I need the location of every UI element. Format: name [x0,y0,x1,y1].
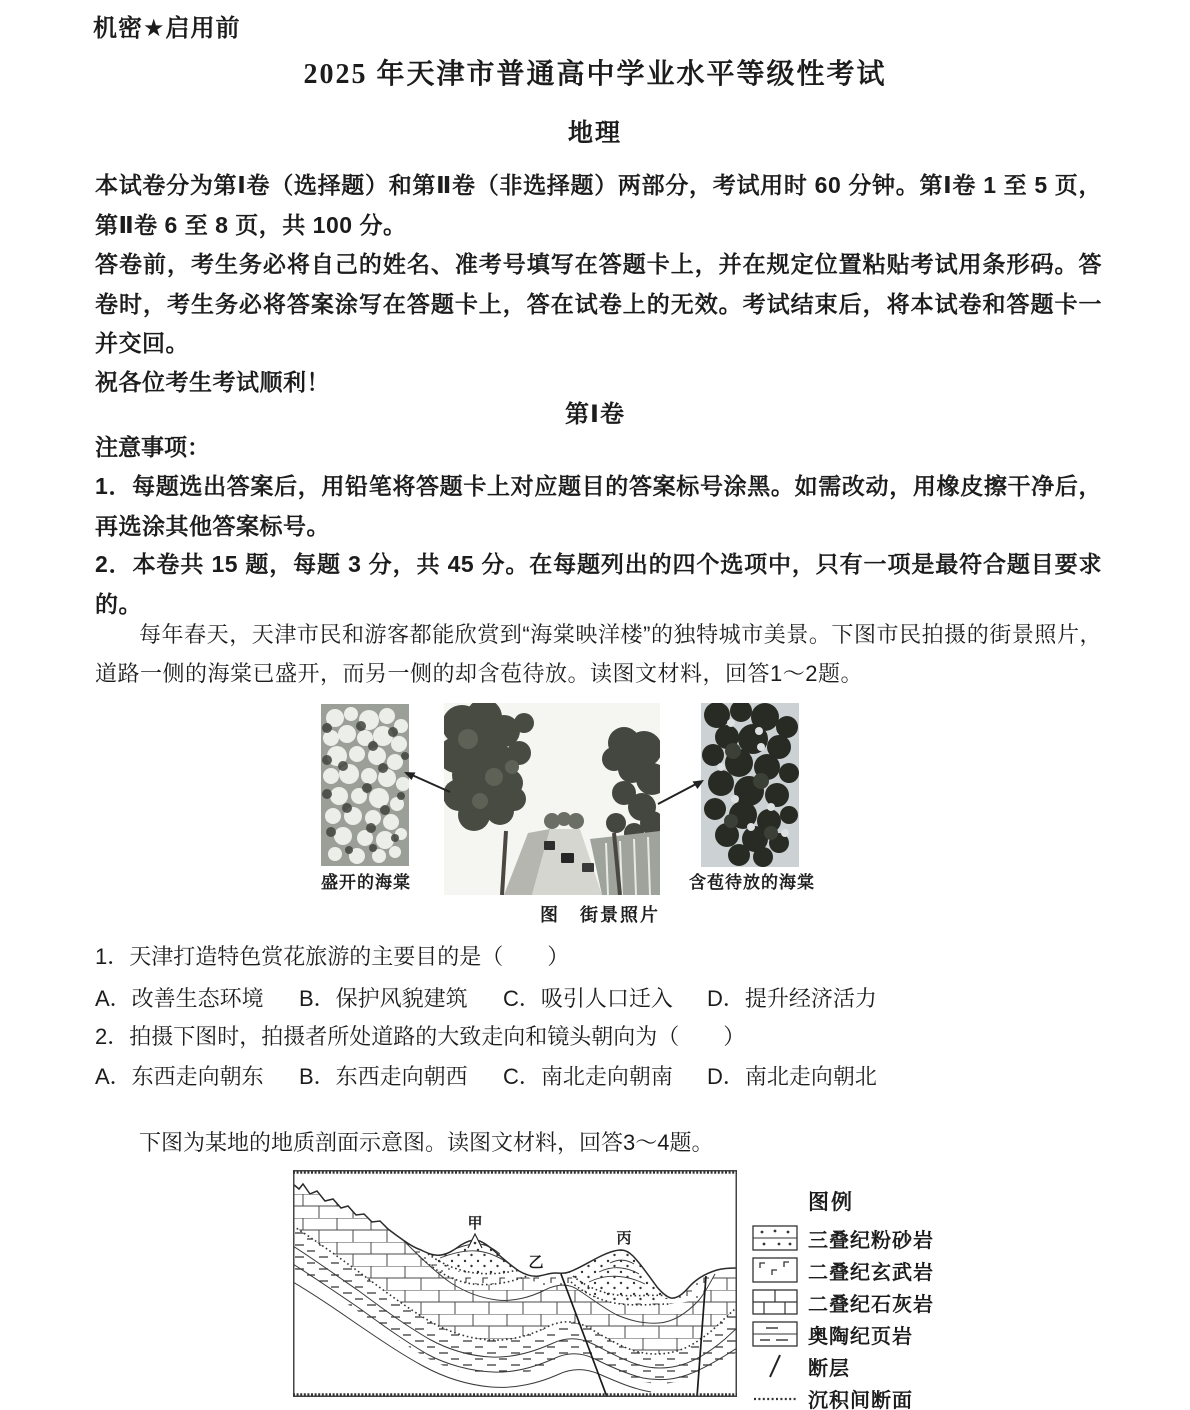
budding-crabapple-photo [701,703,799,867]
limestone-swatch-icon [752,1289,798,1315]
note-1: 1．每题选出答案后，用铅笔将答题卡上对应题目的答案标号涂黑。如需改动，用橡皮擦干净后，再选涂其他答案标号。 [95,473,1102,539]
legend-item-shale [752,1318,1052,1350]
question-1-options [95,982,1145,1013]
q2-option-a: A．东西走向朝东 [95,1064,264,1089]
material-1: 每年春天，天津市民和游客都能欣赏到“海棠映洋楼”的独特城市美景。下图市民拍摄的街景照片，道路一侧的海棠已盛开，而另一侧的却含苞待放。读图文材料，回答1～2题。 [95,622,1102,686]
legend-label: 奥陶纪页岩 [808,1325,913,1348]
section-heading: 第Ⅰ卷 [565,401,625,428]
legend-label: 三叠纪粉砂岩 [808,1229,934,1252]
legend-item-fault [752,1350,1052,1382]
legend-item-hiatus [752,1382,1052,1410]
q1-option-c: C．吸引人口迁入 [503,986,673,1011]
legend-title: 图例 [808,1191,854,1214]
label-yi: 乙 [528,1254,544,1271]
q1-option-d: D．提升经济活力 [707,986,877,1011]
material-2: 下图为某地的地质剖面示意图。读图文材料，回答3～4题。 [139,1130,714,1155]
subject-title: 地理 [567,119,622,147]
q1-option-b: B．保护风貌建筑 [299,986,468,1011]
q1-option-a: A．改善生态环境 [95,986,264,1011]
label-bing: 丙 [616,1230,632,1247]
question-1-stem: 1．天津打造特色赏花旅游的主要目的是（ ） [95,944,570,969]
siltstone-swatch-icon [752,1225,798,1251]
street-view-photo [444,703,660,895]
figure-street-photos [300,696,900,928]
legend-label: 沉积间断面 [808,1389,913,1410]
q2-option-c: C．南北走向朝南 [503,1064,673,1089]
hiatus-swatch-icon [752,1385,798,1410]
figure1-caption: 图 街景照片 [540,905,660,925]
arrow-to-budding-icon [652,770,708,812]
shale-swatch-icon [752,1321,798,1347]
q2-option-b: B．东西走向朝西 [299,1064,468,1089]
secrecy-label: 机密★启用前 [93,15,241,42]
question-2-stem: 2．拍摄下图时，拍摄者所处道路的大致走向和镜头朝向为（ ） [95,1024,746,1049]
legend-label: 二叠纪石灰岩 [808,1293,934,1316]
legend-label: 二叠纪玄武岩 [808,1261,934,1284]
geologic-section-diagram [293,1170,737,1397]
preface-paragraph-2: 答卷前，考生务必将自己的姓名、准考号填写在答题卡上，并在规定位置粘贴考试用条形码。答卷时，考生务必将答案涂写在答题卡上，答在试卷上的无效。考试结束后，将本试卷和答题卡一并交回。 [95,251,1102,356]
blooming-crabapple-photo [321,704,409,866]
question-2-options [95,1060,1145,1091]
right-photo-caption: 含苞待放的海棠 [689,873,815,892]
note-2: 2．本卷共 15 题，每题 3 分，共 45 分。在每题列出的四个选项中，只有一项是最符合题目要求的。 [95,551,1102,617]
legend-item-limestone [752,1286,1052,1318]
fault-swatch-icon [752,1353,798,1379]
left-photo-caption: 盛开的海棠 [321,873,411,892]
q2-option-d: D．南北走向朝北 [707,1064,877,1089]
label-jia: 甲 [467,1215,483,1232]
preface-paragraph-1: 本试卷分为第Ⅰ卷（选择题）和第Ⅱ卷（非选择题）两部分，考试用时 60 分钟。第Ⅰ卷 1 至 5 页，第Ⅱ卷 6 至 8 页，共 100 分。 [95,172,1102,238]
basalt-swatch-icon [752,1257,798,1283]
figure2-legend [752,1186,1052,1410]
legend-label: 断层 [808,1357,850,1380]
legend-item-basalt [752,1254,1052,1286]
arrow-to-blooming-icon [398,762,454,800]
exam-title: 2025 年天津市普通高中学业水平等级性考试 [303,59,887,90]
legend-item-siltstone [752,1222,1052,1254]
wish-line: 祝各位考生考试顺利！ [95,369,330,395]
notes-title: 注意事项： [95,434,210,460]
